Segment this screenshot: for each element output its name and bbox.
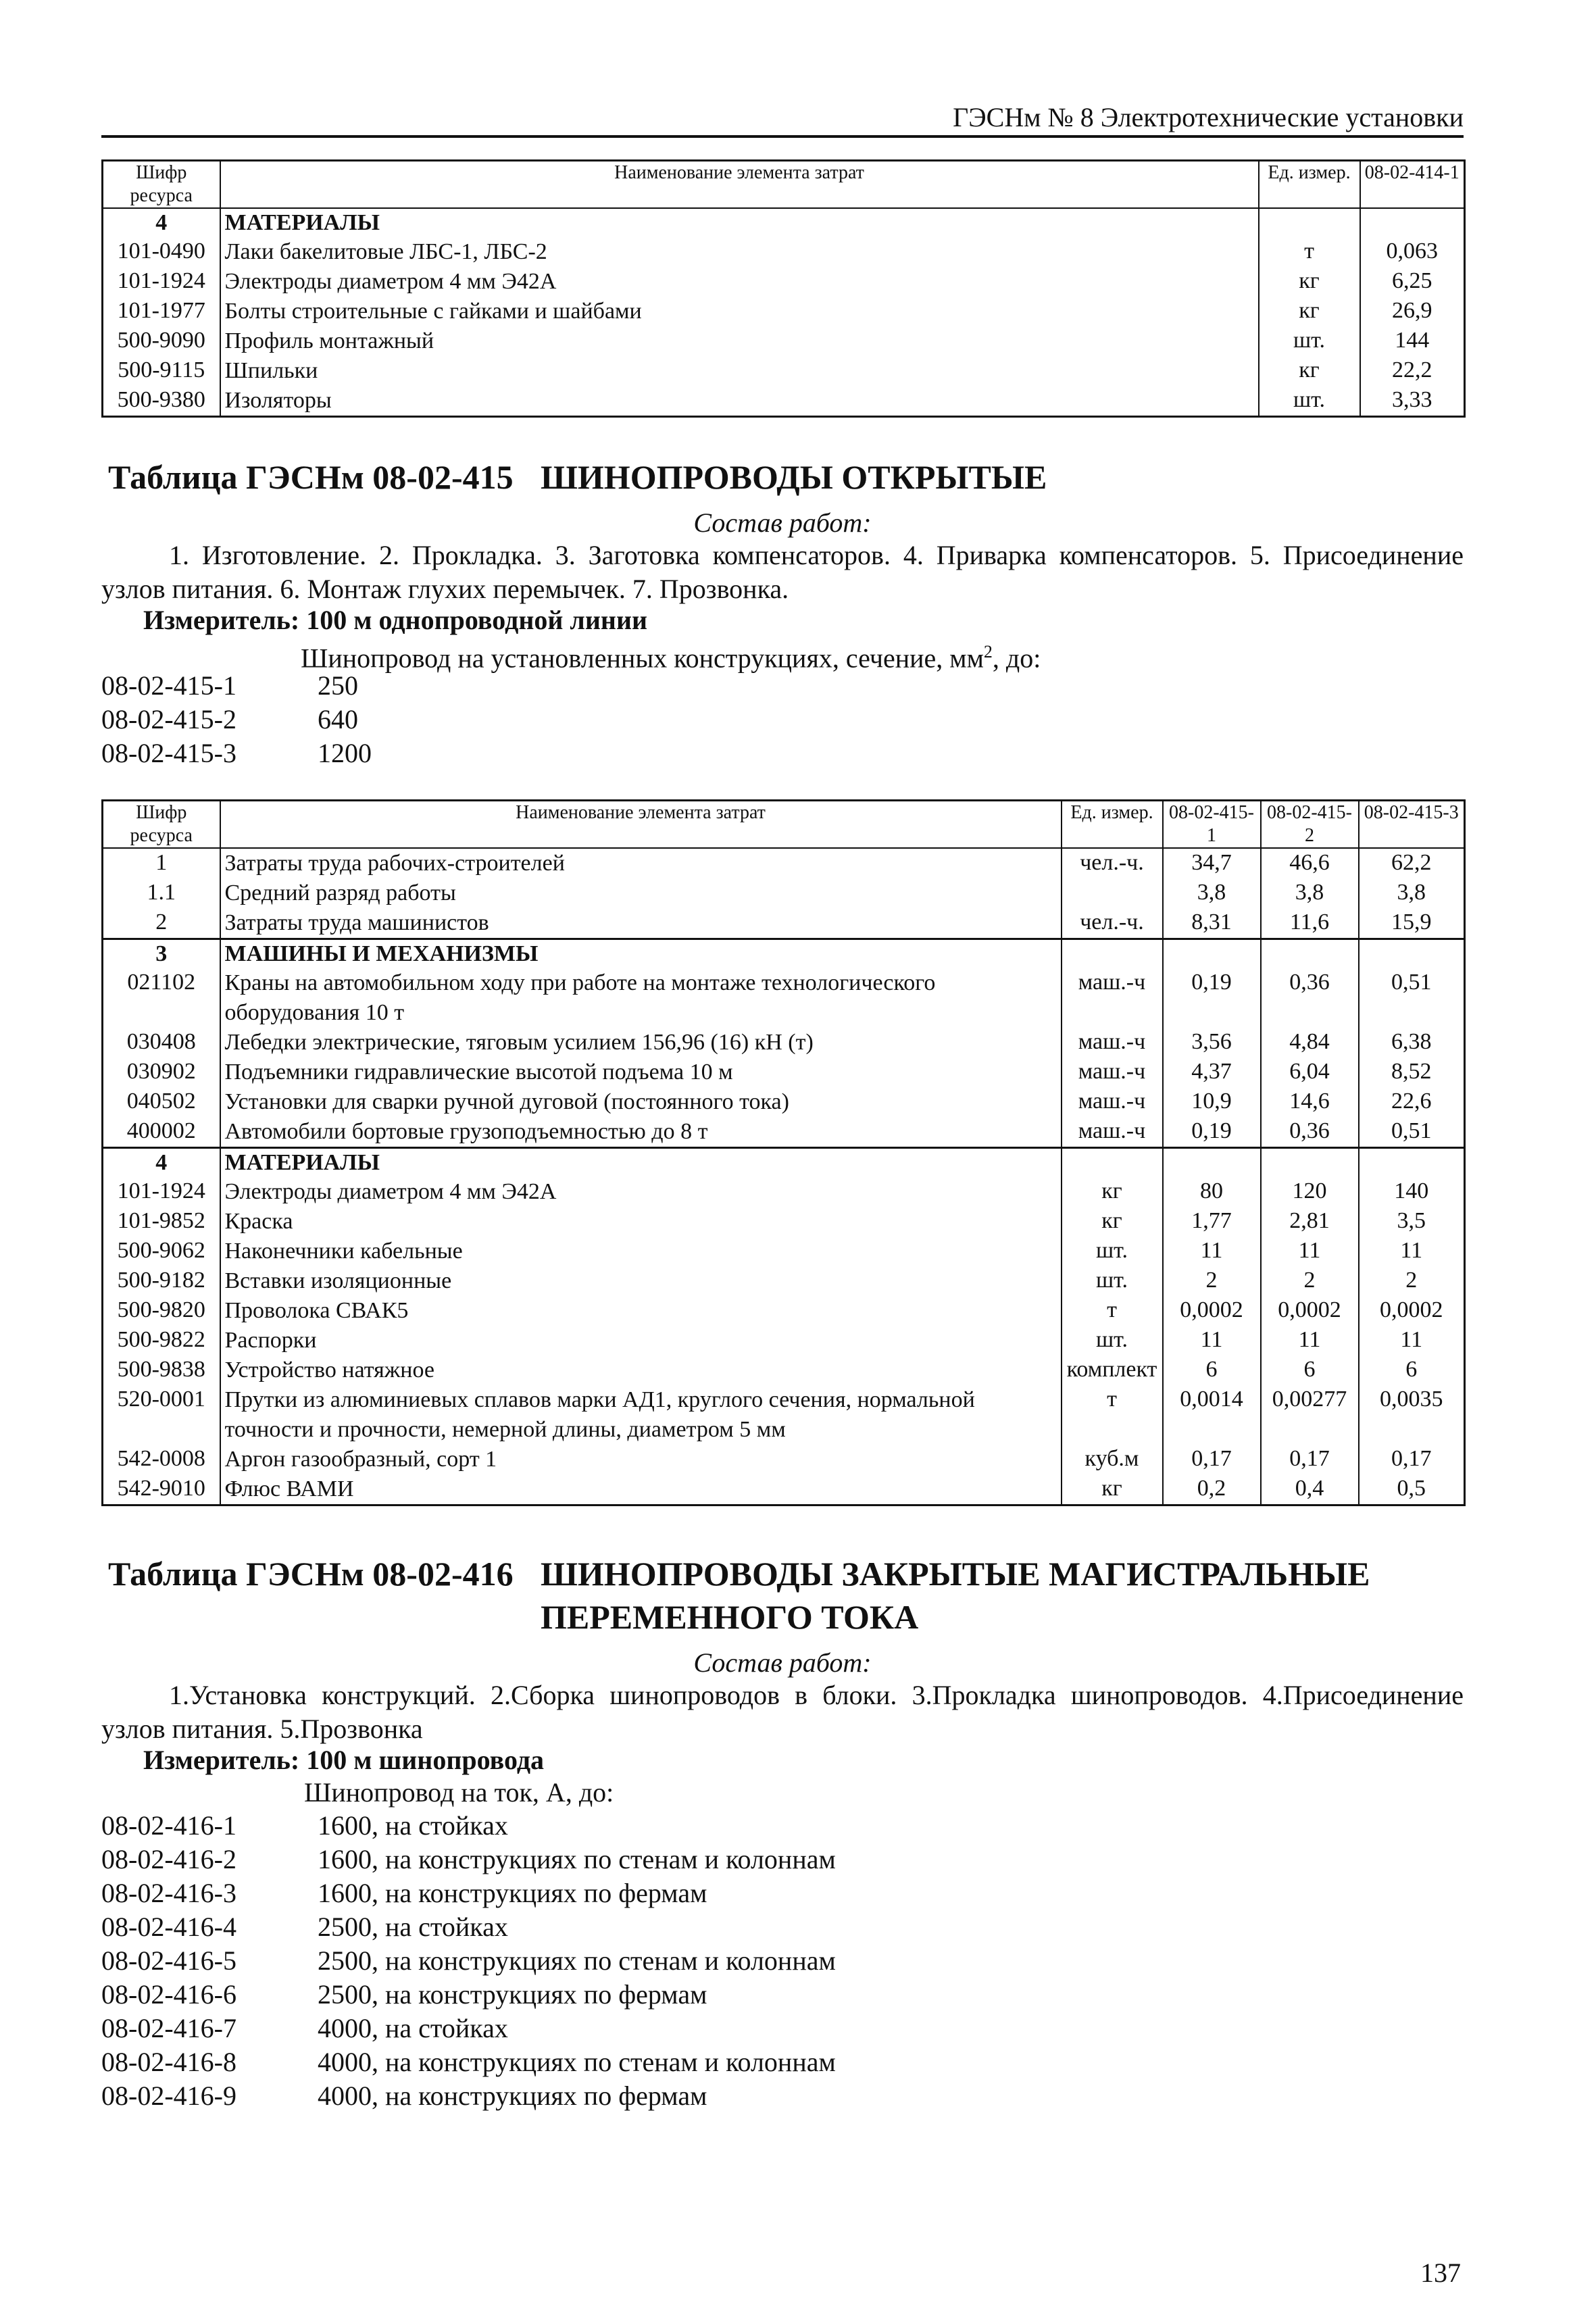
running-head: ГЭСНм № 8 Электротехнические установки — [953, 102, 1464, 132]
cell-code: 1 — [103, 848, 220, 878]
norm-description: 1600, на конструкциях по фермам — [318, 1878, 707, 1908]
cell-v2: 0,4 — [1261, 1474, 1359, 1505]
cell-code: 2 — [103, 908, 220, 939]
cell-v3: 0,51 — [1359, 968, 1465, 1028]
norm-code: 08-02-416-3 — [101, 1878, 236, 1908]
cell-v2 — [1261, 939, 1359, 969]
table-title-416-line2: ПЕРЕМЕННОГО ТОКА — [541, 1598, 919, 1636]
cell-v1: 3,56 — [1163, 1028, 1261, 1057]
cell-code: 4 — [103, 1148, 220, 1178]
cell-code: 030902 — [103, 1057, 220, 1087]
table-row — [103, 1474, 1465, 1505]
norm-description: 1600, на стойках — [318, 1810, 508, 1841]
cell-code: 101-1924 — [103, 267, 220, 297]
cell-name: Распорки — [220, 1326, 1062, 1355]
cell-name: Профиль монтажный — [220, 326, 1259, 356]
cell-name: Краны на автомобильном ходу при работе на монтаже технологического оборудования 10 т — [220, 968, 1062, 1028]
subheading-415-sup: 2 — [983, 642, 993, 662]
cell-name: МАШИНЫ И МЕХАНИЗМЫ — [220, 939, 1062, 969]
cell-v1: 0,0002 — [1163, 1296, 1261, 1326]
table-row — [103, 968, 1465, 1028]
header-name: Наименование элемента затрат — [220, 161, 1259, 209]
cell-unit: чел.-ч. — [1062, 908, 1163, 939]
cell-code: 500-9062 — [103, 1237, 220, 1266]
norm-code: 08-02-416-4 — [101, 1912, 236, 1942]
cell-v1: 0,2 — [1163, 1474, 1261, 1505]
cell-name: Аргон газообразный, сорт 1 — [220, 1445, 1062, 1474]
cell-v2: 11 — [1261, 1326, 1359, 1355]
cell-v1: 0,063 — [1360, 237, 1465, 267]
cell-name: Установки для сварки ручной дуговой (постоянного тока) — [220, 1087, 1062, 1117]
norm-description: 4000, на конструкциях по стенам и колоннам — [318, 2047, 836, 2077]
cell-name: Лаки бакелитовые ЛБС-1, ЛБС-2 — [220, 237, 1259, 267]
cell-name: Средний разряд работы — [220, 878, 1062, 908]
cell-name: Электроды диаметром 4 мм Э42А — [220, 1177, 1062, 1207]
header-unit: Ед. измер. — [1062, 801, 1163, 849]
cell-name: МАТЕРИАЛЫ — [220, 1148, 1062, 1178]
cell-v2: 0,36 — [1261, 1117, 1359, 1148]
cell-v2: 4,84 — [1261, 1028, 1359, 1057]
cell-code: 500-9380 — [103, 386, 220, 417]
cell-v1: 144 — [1360, 326, 1465, 356]
cell-code: 040502 — [103, 1087, 220, 1117]
norm-code: 08-02-416-5 — [101, 1945, 236, 1976]
page-number: 137 — [1420, 2258, 1461, 2288]
cell-code: 400002 — [103, 1117, 220, 1148]
cell-name: Шпильки — [220, 356, 1259, 386]
norm-description: 2500, на конструкциях по фермам — [318, 1979, 707, 2010]
table-row — [103, 1087, 1465, 1117]
cell-v2: 0,17 — [1261, 1445, 1359, 1474]
section-row — [103, 1148, 1465, 1178]
subheading-415-text: Шинопровод на установленных конструкциях, сечение, мм — [301, 643, 984, 674]
header-name: Наименование элемента затрат — [220, 801, 1062, 849]
cell-unit: чел.-ч. — [1062, 848, 1163, 878]
cell-code: 500-9090 — [103, 326, 220, 356]
cell-code: 101-1977 — [103, 297, 220, 326]
cell-name: МАТЕРИАЛЫ — [220, 208, 1259, 237]
norm-list-415 — [101, 669, 372, 770]
cell-v3: 3,5 — [1359, 1207, 1465, 1237]
header-col-415-1: 08-02-415-1 — [1163, 801, 1261, 849]
cell-name: Прутки из алюминиевых сплавов марки АД1, круглого сечения, нормальной точности и прочности, немерной длины, диаметром 5 мм — [220, 1385, 1062, 1445]
cell-name: Затраты труда рабочих-строителей — [220, 848, 1062, 878]
cell-unit: шт. — [1062, 1237, 1163, 1266]
cell-v1: 0,19 — [1163, 968, 1261, 1028]
resource-table-414 — [101, 159, 1466, 418]
cell-v1: 6 — [1163, 1355, 1261, 1385]
table-row — [103, 1207, 1465, 1237]
cell-unit: т — [1062, 1296, 1163, 1326]
cell-name: Изоляторы — [220, 386, 1259, 417]
cell-name: Болты строительные с гайками и шайбами — [220, 297, 1259, 326]
cell-unit: шт. — [1062, 1326, 1163, 1355]
cell-v2: 14,6 — [1261, 1087, 1359, 1117]
cell-unit: шт. — [1259, 386, 1360, 417]
cell-code: 500-9182 — [103, 1266, 220, 1296]
cell-name: Краска — [220, 1207, 1062, 1237]
cell-code: 101-0490 — [103, 237, 220, 267]
cell-v2: 0,0002 — [1261, 1296, 1359, 1326]
works-text-415: 1. Изготовление. 2. Прокладка. 3. Заготовка компенсаторов. 4. Приварка компенсаторов. 5. Присоединение узлов питания. 6. Монтаж глухих перемычек. 7. Прозвонка. — [101, 540, 1464, 604]
subheading-415 — [301, 635, 1041, 675]
list-item — [101, 1809, 836, 1843]
cell-v3: 15,9 — [1359, 908, 1465, 939]
cell-unit — [1062, 878, 1163, 908]
cell-name: Автомобили бортовые грузоподъемностью до 8 т — [220, 1117, 1062, 1148]
table-label-415: Таблица ГЭСНм 08-02-415 — [108, 458, 514, 496]
table-title-416-line1: ШИНОПРОВОДЫ ЗАКРЫТЫЕ МАГИСТРАЛЬНЫЕ — [541, 1555, 1370, 1593]
list-item — [101, 2079, 836, 2113]
norm-description: 4000, на конструкциях по фермам — [318, 2081, 707, 2111]
cell-v2: 2,81 — [1261, 1207, 1359, 1237]
cell-v1: 2 — [1163, 1266, 1261, 1296]
header-rule — [101, 135, 1464, 138]
norm-code: 08-02-416-2 — [101, 1844, 236, 1874]
cell-name: Затраты труда машинистов — [220, 908, 1062, 939]
table-row — [103, 1266, 1465, 1296]
cell-v3: 3,8 — [1359, 878, 1465, 908]
cell-v1: 0,19 — [1163, 1117, 1261, 1148]
cell-v1: 8,31 — [1163, 908, 1261, 939]
cell-code: 4 — [103, 208, 220, 237]
table-row — [103, 1445, 1465, 1474]
list-item — [101, 1910, 836, 1944]
header-code: Шифр ресурса — [103, 161, 220, 209]
table-row — [103, 1057, 1465, 1087]
cell-v2: 6,04 — [1261, 1057, 1359, 1087]
cell-v3: 0,0002 — [1359, 1296, 1465, 1326]
cell-code: 542-9010 — [103, 1474, 220, 1505]
list-item — [101, 1876, 836, 1910]
norm-description: 4000, на стойках — [318, 2013, 508, 2043]
cell-unit: кг — [1062, 1474, 1163, 1505]
list-item — [101, 669, 372, 703]
table-row — [103, 1385, 1465, 1445]
header-col-415-2: 08-02-415-2 — [1261, 801, 1359, 849]
cell-unit: кг — [1259, 356, 1360, 386]
cell-unit: кг — [1259, 267, 1360, 297]
table-row — [103, 878, 1465, 908]
cell-name: Флюс ВАМИ — [220, 1474, 1062, 1505]
cell-code: 021102 — [103, 968, 220, 1028]
table-row — [103, 386, 1465, 417]
cell-v3: 8,52 — [1359, 1057, 1465, 1087]
header-col-414-1: 08-02-414-1 — [1360, 161, 1465, 209]
cell-unit: маш.-ч — [1062, 1117, 1163, 1148]
cell-v3: 140 — [1359, 1177, 1465, 1207]
cell-unit: кг — [1062, 1207, 1163, 1237]
cell-name: Наконечники кабельные — [220, 1237, 1062, 1266]
cell-code: 520-0001 — [103, 1385, 220, 1445]
table-label-416: Таблица ГЭСНм 08-02-416 — [108, 1555, 514, 1593]
table-row — [103, 848, 1465, 878]
table-row — [103, 1326, 1465, 1355]
cell-name: Электроды диаметром 4 мм Э42А — [220, 267, 1259, 297]
list-item — [101, 703, 372, 737]
norm-description: 1200 — [318, 738, 372, 768]
list-item — [101, 1843, 836, 1876]
table-row — [103, 1177, 1465, 1207]
cell-v3: 0,0035 — [1359, 1385, 1465, 1445]
norm-description: 2500, на конструкциях по стенам и колоннам — [318, 1945, 836, 1976]
list-item — [101, 2045, 836, 2079]
norm-code: 08-02-415-3 — [101, 738, 236, 768]
header-col-415-3: 08-02-415-3 — [1359, 801, 1465, 849]
list-item — [101, 1978, 836, 2012]
cell-code: 1.1 — [103, 878, 220, 908]
cell-v1: 3,8 — [1163, 878, 1261, 908]
norm-code: 08-02-416-8 — [101, 2047, 236, 2077]
cell-v1: 1,77 — [1163, 1207, 1261, 1237]
table-row — [103, 267, 1465, 297]
table-row — [103, 297, 1465, 326]
cell-unit: маш.-ч — [1062, 968, 1163, 1028]
works-heading-415: Состав работ: — [693, 507, 872, 538]
cell-v2: 0,00277 — [1261, 1385, 1359, 1445]
cell-unit: маш.-ч — [1062, 1087, 1163, 1117]
cell-v2: 6 — [1261, 1355, 1359, 1385]
cell-v2: 11 — [1261, 1237, 1359, 1266]
cell-v3: 11 — [1359, 1237, 1465, 1266]
cell-code: 542-0008 — [103, 1445, 220, 1474]
cell-code: 500-9115 — [103, 356, 220, 386]
cell-v1: 80 — [1163, 1177, 1261, 1207]
cell-code: 3 — [103, 939, 220, 969]
cell-unit: т — [1259, 237, 1360, 267]
cell-v1 — [1163, 1148, 1261, 1178]
table-row — [103, 1237, 1465, 1266]
table-row — [103, 356, 1465, 386]
cell-name: Проволока СВАК5 — [220, 1296, 1062, 1326]
cell-v2: 46,6 — [1261, 848, 1359, 878]
cell-unit: маш.-ч — [1062, 1057, 1163, 1087]
norm-description: 2500, на стойках — [318, 1912, 508, 1942]
cell-v1: 3,33 — [1360, 386, 1465, 417]
norm-code: 08-02-416-9 — [101, 2081, 236, 2111]
cell-v1: 6,25 — [1360, 267, 1465, 297]
subheading-415-tail: , до: — [992, 643, 1041, 674]
cell-unit: комплект — [1062, 1355, 1163, 1385]
cell-code: 500-9820 — [103, 1296, 220, 1326]
cell-v2: 11,6 — [1261, 908, 1359, 939]
table-row — [103, 237, 1465, 267]
cell-unit: т — [1062, 1385, 1163, 1445]
section-row — [103, 208, 1465, 237]
norm-code: 08-02-416-6 — [101, 1979, 236, 2010]
cell-v1 — [1163, 939, 1261, 969]
cell-v2 — [1261, 1148, 1359, 1178]
cell-unit: кг — [1259, 297, 1360, 326]
cell-name: Подъемники гидравлические высотой подъема 10 м — [220, 1057, 1062, 1087]
cell-v3: 2 — [1359, 1266, 1465, 1296]
table-header-row — [103, 801, 1465, 849]
cell-code: 500-9838 — [103, 1355, 220, 1385]
works-text-416: 1.Установка конструкций. 2.Сборка шинопроводов в блоки. 3.Прокладка шинопроводов. 4.Присоединение узлов питания. 5.Прозвонка — [101, 1680, 1464, 1744]
cell-unit — [1062, 939, 1163, 969]
cell-v3: 62,2 — [1359, 848, 1465, 878]
table-row — [103, 908, 1465, 939]
table-row — [103, 1117, 1465, 1148]
measure-416: Измеритель: 100 м шинопровода — [143, 1745, 545, 1775]
norm-description: 1600, на конструкциях по стенам и колоннам — [318, 1844, 836, 1874]
cell-code: 500-9822 — [103, 1326, 220, 1355]
cell-unit: кг — [1062, 1177, 1163, 1207]
cell-v2: 120 — [1261, 1177, 1359, 1207]
cell-unit: шт. — [1062, 1266, 1163, 1296]
cell-v1: 11 — [1163, 1326, 1261, 1355]
cell-v1: 34,7 — [1163, 848, 1261, 878]
cell-v1: 4,37 — [1163, 1057, 1261, 1087]
cell-code: 030408 — [103, 1028, 220, 1057]
cell-v1: 0,17 — [1163, 1445, 1261, 1474]
list-item — [101, 737, 372, 770]
resource-table-415 — [101, 799, 1466, 1506]
list-item — [101, 1944, 836, 1978]
measure-415: Измеритель: 100 м однопроводной линии — [143, 605, 648, 635]
cell-v1 — [1360, 208, 1465, 237]
list-item — [101, 2012, 836, 2045]
cell-unit — [1259, 208, 1360, 237]
table-header-row — [103, 161, 1465, 209]
cell-v1: 11 — [1163, 1237, 1261, 1266]
norm-code: 08-02-416-1 — [101, 1810, 236, 1841]
cell-v3 — [1359, 939, 1465, 969]
subheading-416: Шинопровод на ток, А, до: — [304, 1777, 614, 1808]
cell-v3: 6 — [1359, 1355, 1465, 1385]
cell-v1: 0,0014 — [1163, 1385, 1261, 1445]
table-row — [103, 1296, 1465, 1326]
cell-v3: 11 — [1359, 1326, 1465, 1355]
cell-unit: маш.-ч — [1062, 1028, 1163, 1057]
table-title-415: ШИНОПРОВОДЫ ОТКРЫТЫЕ — [541, 458, 1047, 496]
cell-v3: 0,17 — [1359, 1445, 1465, 1474]
works-heading-416: Состав работ: — [693, 1647, 872, 1678]
section-row — [103, 939, 1465, 969]
table-row — [103, 326, 1465, 356]
cell-v2: 0,36 — [1261, 968, 1359, 1028]
cell-code: 101-1924 — [103, 1177, 220, 1207]
table-row — [103, 1355, 1465, 1385]
cell-v3 — [1359, 1148, 1465, 1178]
header-unit: Ед. измер. — [1259, 161, 1360, 209]
cell-v2: 2 — [1261, 1266, 1359, 1296]
cell-name: Лебедки электрические, тяговым усилием 156,96 (16) кН (т) — [220, 1028, 1062, 1057]
cell-v1: 10,9 — [1163, 1087, 1261, 1117]
header-code: Шифр ресурса — [103, 801, 220, 849]
norm-description: 640 — [318, 704, 358, 735]
table-row — [103, 1028, 1465, 1057]
cell-v3: 22,6 — [1359, 1087, 1465, 1117]
cell-v3: 0,5 — [1359, 1474, 1465, 1505]
norm-code: 08-02-416-7 — [101, 2013, 236, 2043]
cell-code: 101-9852 — [103, 1207, 220, 1237]
norm-list-416 — [101, 1809, 836, 2113]
cell-unit — [1062, 1148, 1163, 1178]
norm-code: 08-02-415-2 — [101, 704, 236, 735]
cell-name: Устройство натяжное — [220, 1355, 1062, 1385]
cell-unit: шт. — [1259, 326, 1360, 356]
cell-v1: 26,9 — [1360, 297, 1465, 326]
cell-v1: 22,2 — [1360, 356, 1465, 386]
cell-v3: 6,38 — [1359, 1028, 1465, 1057]
norm-description: 250 — [318, 670, 358, 701]
cell-name: Вставки изоляционные — [220, 1266, 1062, 1296]
norm-code: 08-02-415-1 — [101, 670, 236, 701]
cell-v3: 0,51 — [1359, 1117, 1465, 1148]
cell-v2: 3,8 — [1261, 878, 1359, 908]
cell-unit: куб.м — [1062, 1445, 1163, 1474]
